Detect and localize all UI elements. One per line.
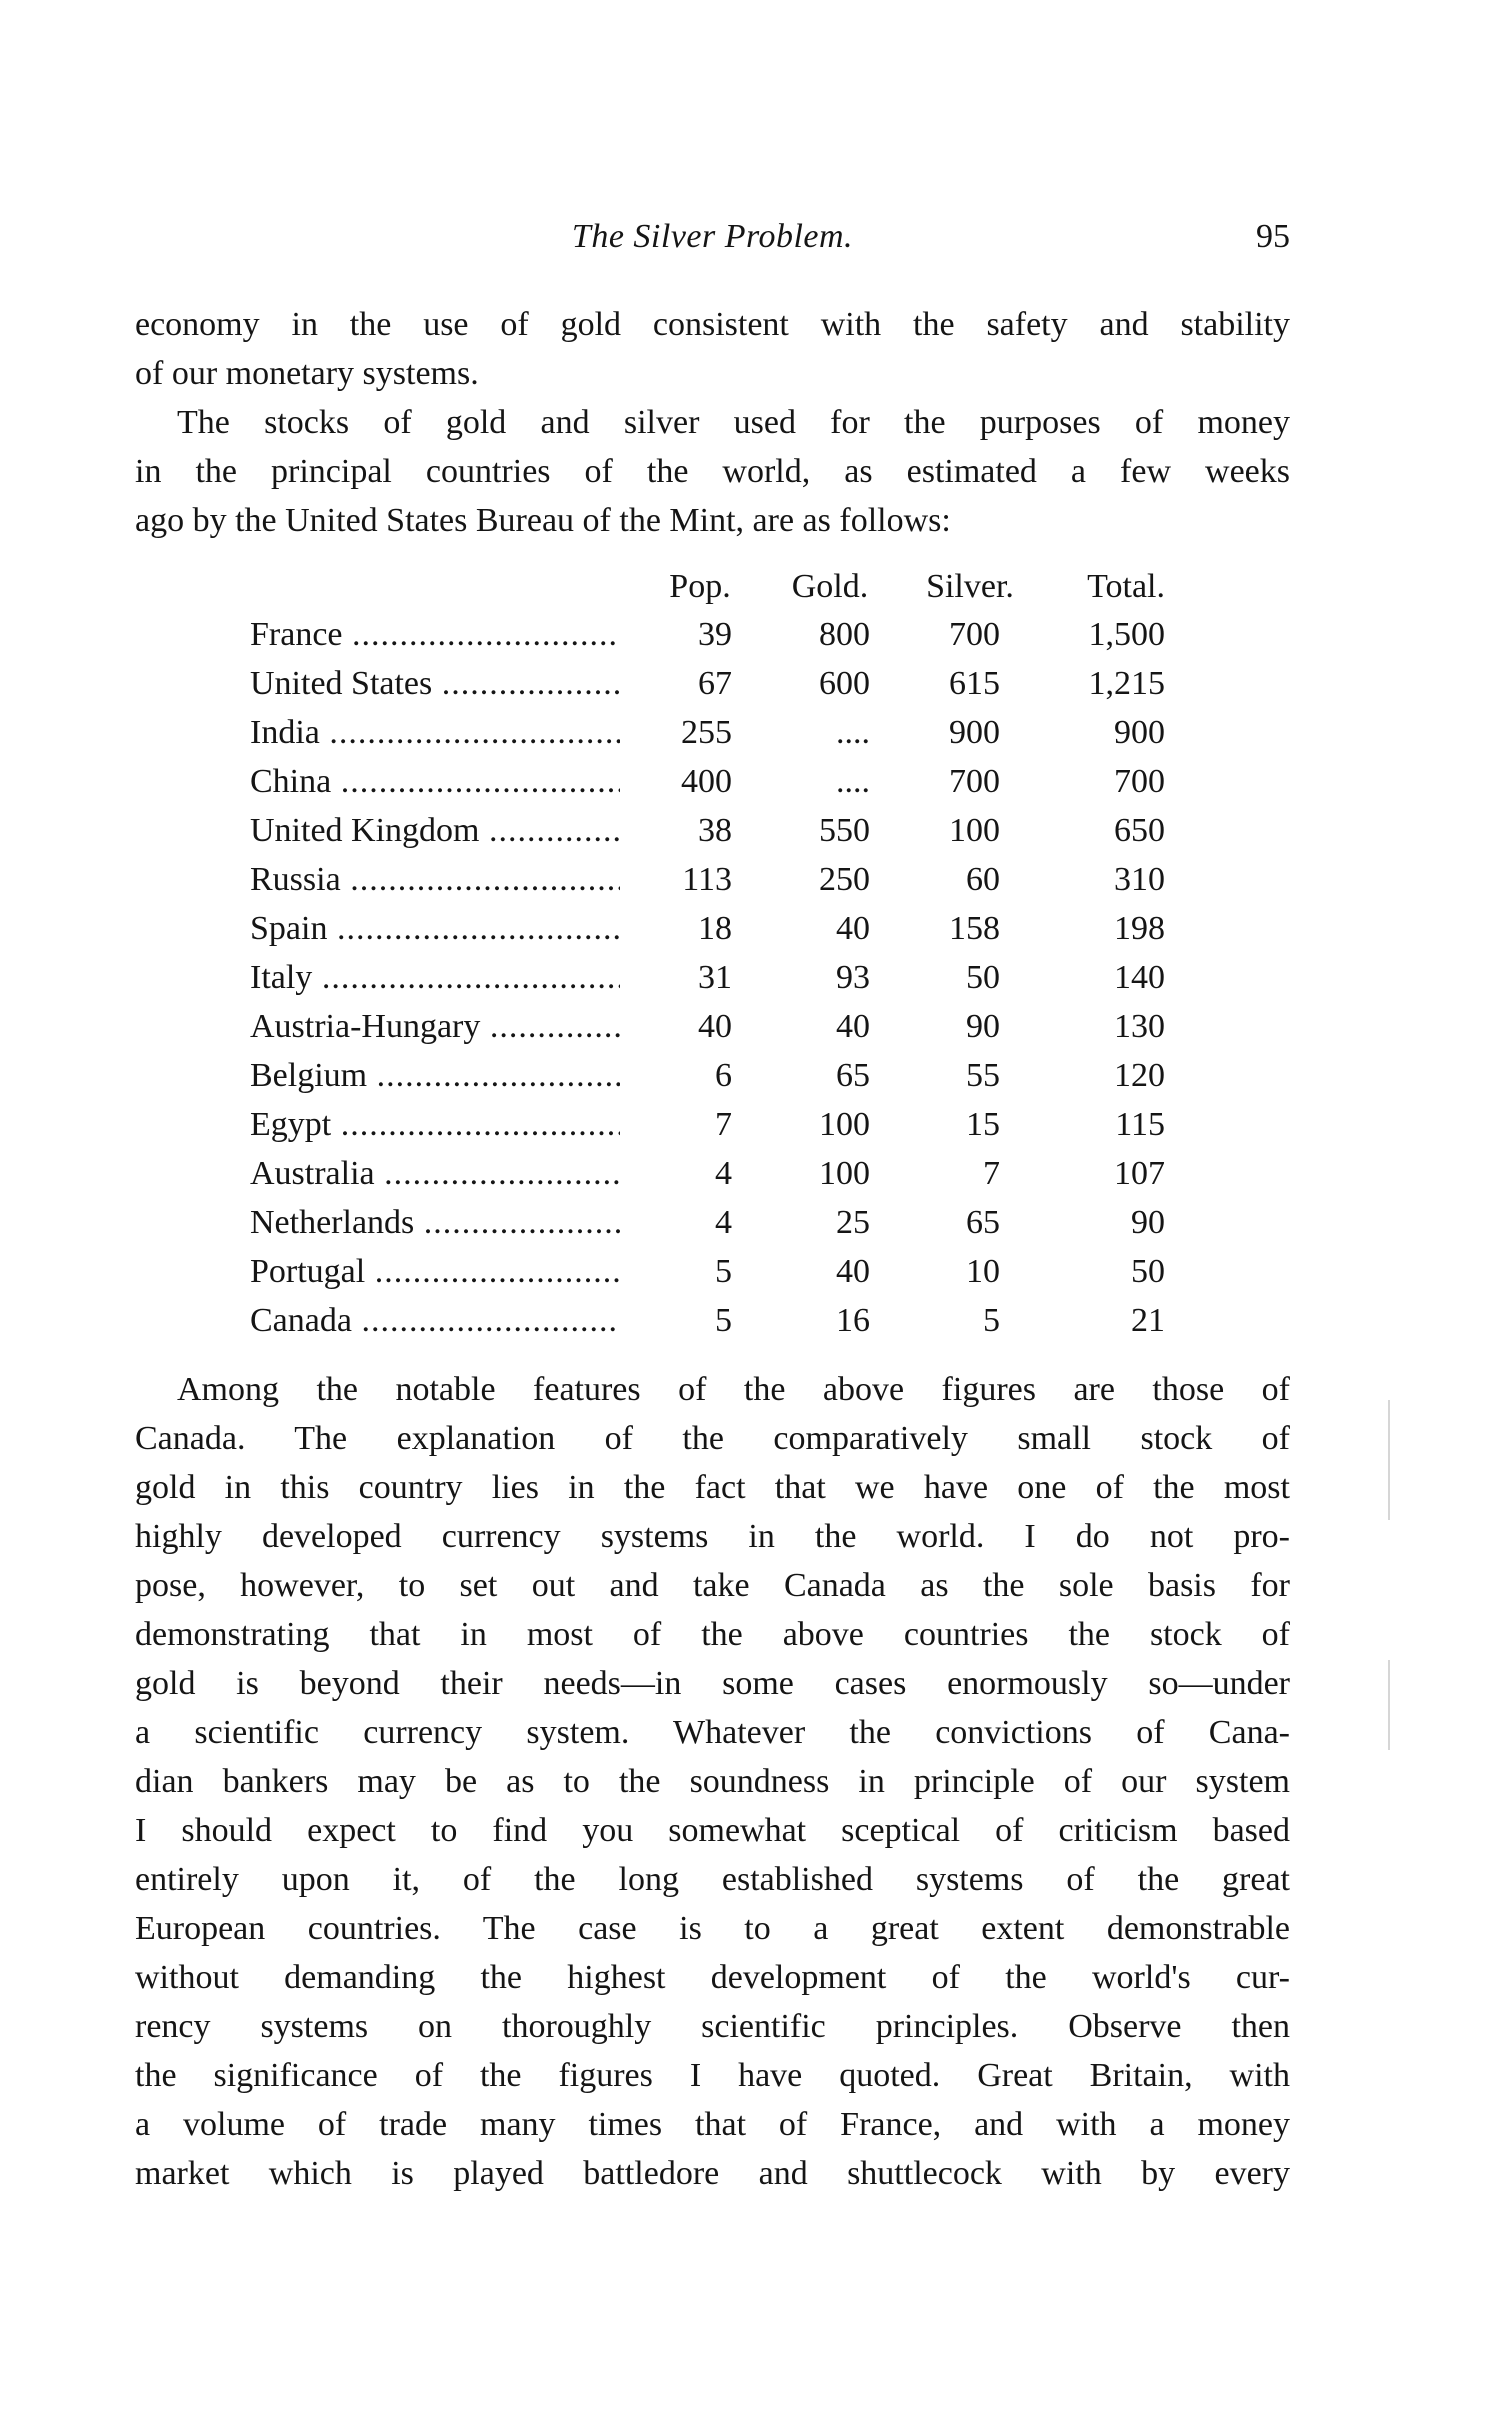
header-total: Total. (1087, 568, 1165, 605)
text-line: demonstrating that in most of the above countries the stock of (135, 1616, 1290, 1653)
header-gold: Gold. (791, 568, 869, 605)
total-cell: 1,500 (1088, 616, 1165, 653)
text-line: gold is beyond their needs—in some cases enormously so—under (135, 1665, 1290, 1702)
pop-cell: 400 (681, 763, 732, 800)
text-line: gold in this country lies in the fact that we have one of the most (135, 1469, 1290, 1506)
pop-cell: 18 (698, 910, 732, 947)
leader-dots (343, 616, 620, 653)
pop-cell: 40 (698, 1008, 732, 1045)
table-row (250, 1247, 1170, 1296)
text-line: a scientific currency system. Whatever the convictions of Cana- (135, 1714, 1290, 1751)
leader-dots (312, 959, 620, 996)
silver-cell: 700 (949, 616, 1000, 653)
total-cell: 130 (1114, 1008, 1165, 1045)
country-name: Netherlands (250, 1204, 415, 1241)
gold-cell: 40 (836, 1253, 870, 1290)
gold-silver-stock-table (250, 562, 1170, 1345)
table-row (250, 953, 1170, 1002)
gold-cell: .... (836, 763, 870, 800)
silver-cell: 100 (949, 812, 1000, 849)
total-cell: 50 (1131, 1253, 1165, 1290)
country-name: Russia (250, 861, 341, 898)
silver-cell: 615 (949, 665, 1000, 702)
text-line: European countries. The case is to a great extent demonstrable (135, 1910, 1290, 1947)
leader-dots (341, 861, 620, 898)
country-cell (250, 610, 620, 659)
text-line: rency systems on thoroughly scientific principles. Observe then (135, 2008, 1290, 2045)
text-line: dian bankers may be as to the soundness in principle of our system (135, 1763, 1290, 1800)
country-cell (250, 1002, 620, 1051)
total-cell: 140 (1114, 959, 1165, 996)
leader-dots (375, 1155, 620, 1192)
total-cell: 900 (1114, 714, 1165, 751)
country-name: Australia (250, 1155, 375, 1192)
total-cell: 21 (1131, 1302, 1165, 1339)
table-row (250, 904, 1170, 953)
text-line: economy in the use of gold consistent with the safety and stability (135, 306, 1290, 343)
gold-cell: 40 (836, 910, 870, 947)
table-header-row (250, 562, 1170, 610)
country-cell (250, 757, 620, 806)
country-name: Canada (250, 1302, 352, 1339)
leader-dots (331, 1106, 620, 1143)
text-line: in the principal countries of the world, as estimated a few weeks (135, 453, 1290, 490)
silver-cell: 60 (966, 861, 1000, 898)
pop-cell: 4 (715, 1155, 732, 1192)
paragraph-stocks-intro (135, 398, 1290, 545)
country-name: Austria-Hungary (250, 1008, 481, 1045)
pop-cell: 67 (698, 665, 732, 702)
total-cell: 107 (1114, 1155, 1165, 1192)
country-cell (250, 1100, 620, 1149)
pop-cell: 5 (715, 1302, 732, 1339)
gold-cell: .... (836, 714, 870, 751)
total-cell: 650 (1114, 812, 1165, 849)
silver-cell: 900 (949, 714, 1000, 751)
country-name: Belgium (250, 1057, 368, 1094)
gold-cell: 550 (819, 812, 870, 849)
country-cell (250, 1198, 620, 1247)
text-line: market which is played battledore and shuttlecock with by every (135, 2155, 1290, 2192)
country-cell (250, 1149, 620, 1198)
gold-cell: 16 (836, 1302, 870, 1339)
text-line: the significance of the figures I have quoted. Great Britain, with (135, 2057, 1290, 2094)
gold-cell: 65 (836, 1057, 870, 1094)
table-row (250, 708, 1170, 757)
pop-cell: 6 (715, 1057, 732, 1094)
leader-dots (414, 1204, 620, 1241)
country-name: Portugal (250, 1253, 366, 1290)
country-cell (250, 1296, 620, 1345)
silver-cell: 10 (966, 1253, 1000, 1290)
table-row (250, 1100, 1170, 1149)
pop-cell: 7 (715, 1106, 732, 1143)
leader-dots (480, 1008, 620, 1045)
country-name: Spain (250, 910, 328, 947)
country-name: France (250, 616, 343, 653)
total-cell: 115 (1115, 1106, 1165, 1143)
running-title: The Silver Problem. (571, 218, 854, 255)
total-cell: 700 (1114, 763, 1165, 800)
text-line: ago by the United States Bureau of the Mint, are as follows: (135, 502, 951, 539)
text-line: I should expect to find you somewhat sceptical of criticism based (135, 1812, 1290, 1849)
header-pop: Pop. (669, 568, 731, 605)
pop-cell: 39 (698, 616, 732, 653)
gold-cell: 250 (819, 861, 870, 898)
total-cell: 90 (1131, 1204, 1165, 1241)
country-name: United States (250, 665, 433, 702)
table-row (250, 855, 1170, 904)
silver-cell: 7 (983, 1155, 1000, 1192)
leader-dots (327, 910, 620, 947)
leader-dots (331, 763, 620, 800)
paragraph-analysis (135, 1365, 1290, 2198)
country-cell (250, 1247, 620, 1296)
country-name: China (250, 763, 332, 800)
paragraph-continued (135, 300, 1290, 398)
country-name: India (250, 714, 320, 751)
silver-cell: 158 (949, 910, 1000, 947)
total-cell: 120 (1114, 1057, 1165, 1094)
leader-dots (479, 812, 620, 849)
header-silver: Silver. (926, 568, 1014, 605)
country-name: United Kingdom (250, 812, 480, 849)
running-head (135, 218, 1290, 268)
silver-cell: 65 (966, 1204, 1000, 1241)
page-number: 95 (1256, 218, 1290, 255)
text-line: The stocks of gold and silver used for the purposes of money (177, 404, 1290, 441)
gold-cell: 93 (836, 959, 870, 996)
gold-cell: 600 (819, 665, 870, 702)
silver-cell: 90 (966, 1008, 1000, 1045)
table-row (250, 1002, 1170, 1051)
table-row (250, 1296, 1170, 1345)
country-cell (250, 855, 620, 904)
country-name: Italy (250, 959, 313, 996)
gold-cell: 40 (836, 1008, 870, 1045)
silver-cell: 55 (966, 1057, 1000, 1094)
silver-cell: 15 (966, 1106, 1000, 1143)
scan-edge-mark (1388, 1660, 1390, 1750)
table-body (250, 610, 1170, 1345)
gold-cell: 100 (819, 1106, 870, 1143)
country-name: Egypt (250, 1106, 332, 1143)
gold-cell: 800 (819, 616, 870, 653)
table-row (250, 1051, 1170, 1100)
total-cell: 1,215 (1088, 665, 1165, 702)
country-cell (250, 904, 620, 953)
text-line: entirely upon it, of the long established systems of the great (135, 1861, 1290, 1898)
gold-cell: 25 (836, 1204, 870, 1241)
country-cell (250, 806, 620, 855)
silver-cell: 5 (983, 1302, 1000, 1339)
pop-cell: 255 (681, 714, 732, 751)
country-cell (250, 708, 620, 757)
table-row (250, 806, 1170, 855)
text-line: of our monetary systems. (135, 355, 479, 392)
text-line: pose, however, to set out and take Canada as the sole basis for (135, 1567, 1290, 1604)
pop-cell: 5 (715, 1253, 732, 1290)
total-cell: 310 (1114, 861, 1165, 898)
pop-cell: 4 (715, 1204, 732, 1241)
leader-dots (352, 1302, 620, 1339)
table-row (250, 757, 1170, 806)
country-cell (250, 1051, 620, 1100)
leader-dots (320, 714, 620, 751)
silver-cell: 700 (949, 763, 1000, 800)
table-row (250, 1149, 1170, 1198)
leader-dots (367, 1057, 620, 1094)
text-line: Among the notable features of the above figures are those of (177, 1371, 1290, 1408)
pop-cell: 113 (682, 861, 732, 898)
leader-dots (365, 1253, 620, 1290)
pop-cell: 31 (698, 959, 732, 996)
total-cell: 198 (1114, 910, 1165, 947)
leader-dots (432, 665, 620, 702)
text-line: a volume of trade many times that of France, and with a money (135, 2106, 1290, 2143)
country-cell (250, 953, 620, 1002)
text-line: highly developed currency systems in the world. I do not pro- (135, 1518, 1290, 1555)
text-line: Canada. The explanation of the comparatively small stock of (135, 1420, 1290, 1457)
table-row (250, 1198, 1170, 1247)
table-row (250, 659, 1170, 708)
gold-cell: 100 (819, 1155, 870, 1192)
scan-edge-mark (1388, 1400, 1390, 1520)
text-line: without demanding the highest development of the world's cur- (135, 1959, 1290, 1996)
country-cell (250, 659, 620, 708)
silver-cell: 50 (966, 959, 1000, 996)
table-row (250, 610, 1170, 659)
pop-cell: 38 (698, 812, 732, 849)
